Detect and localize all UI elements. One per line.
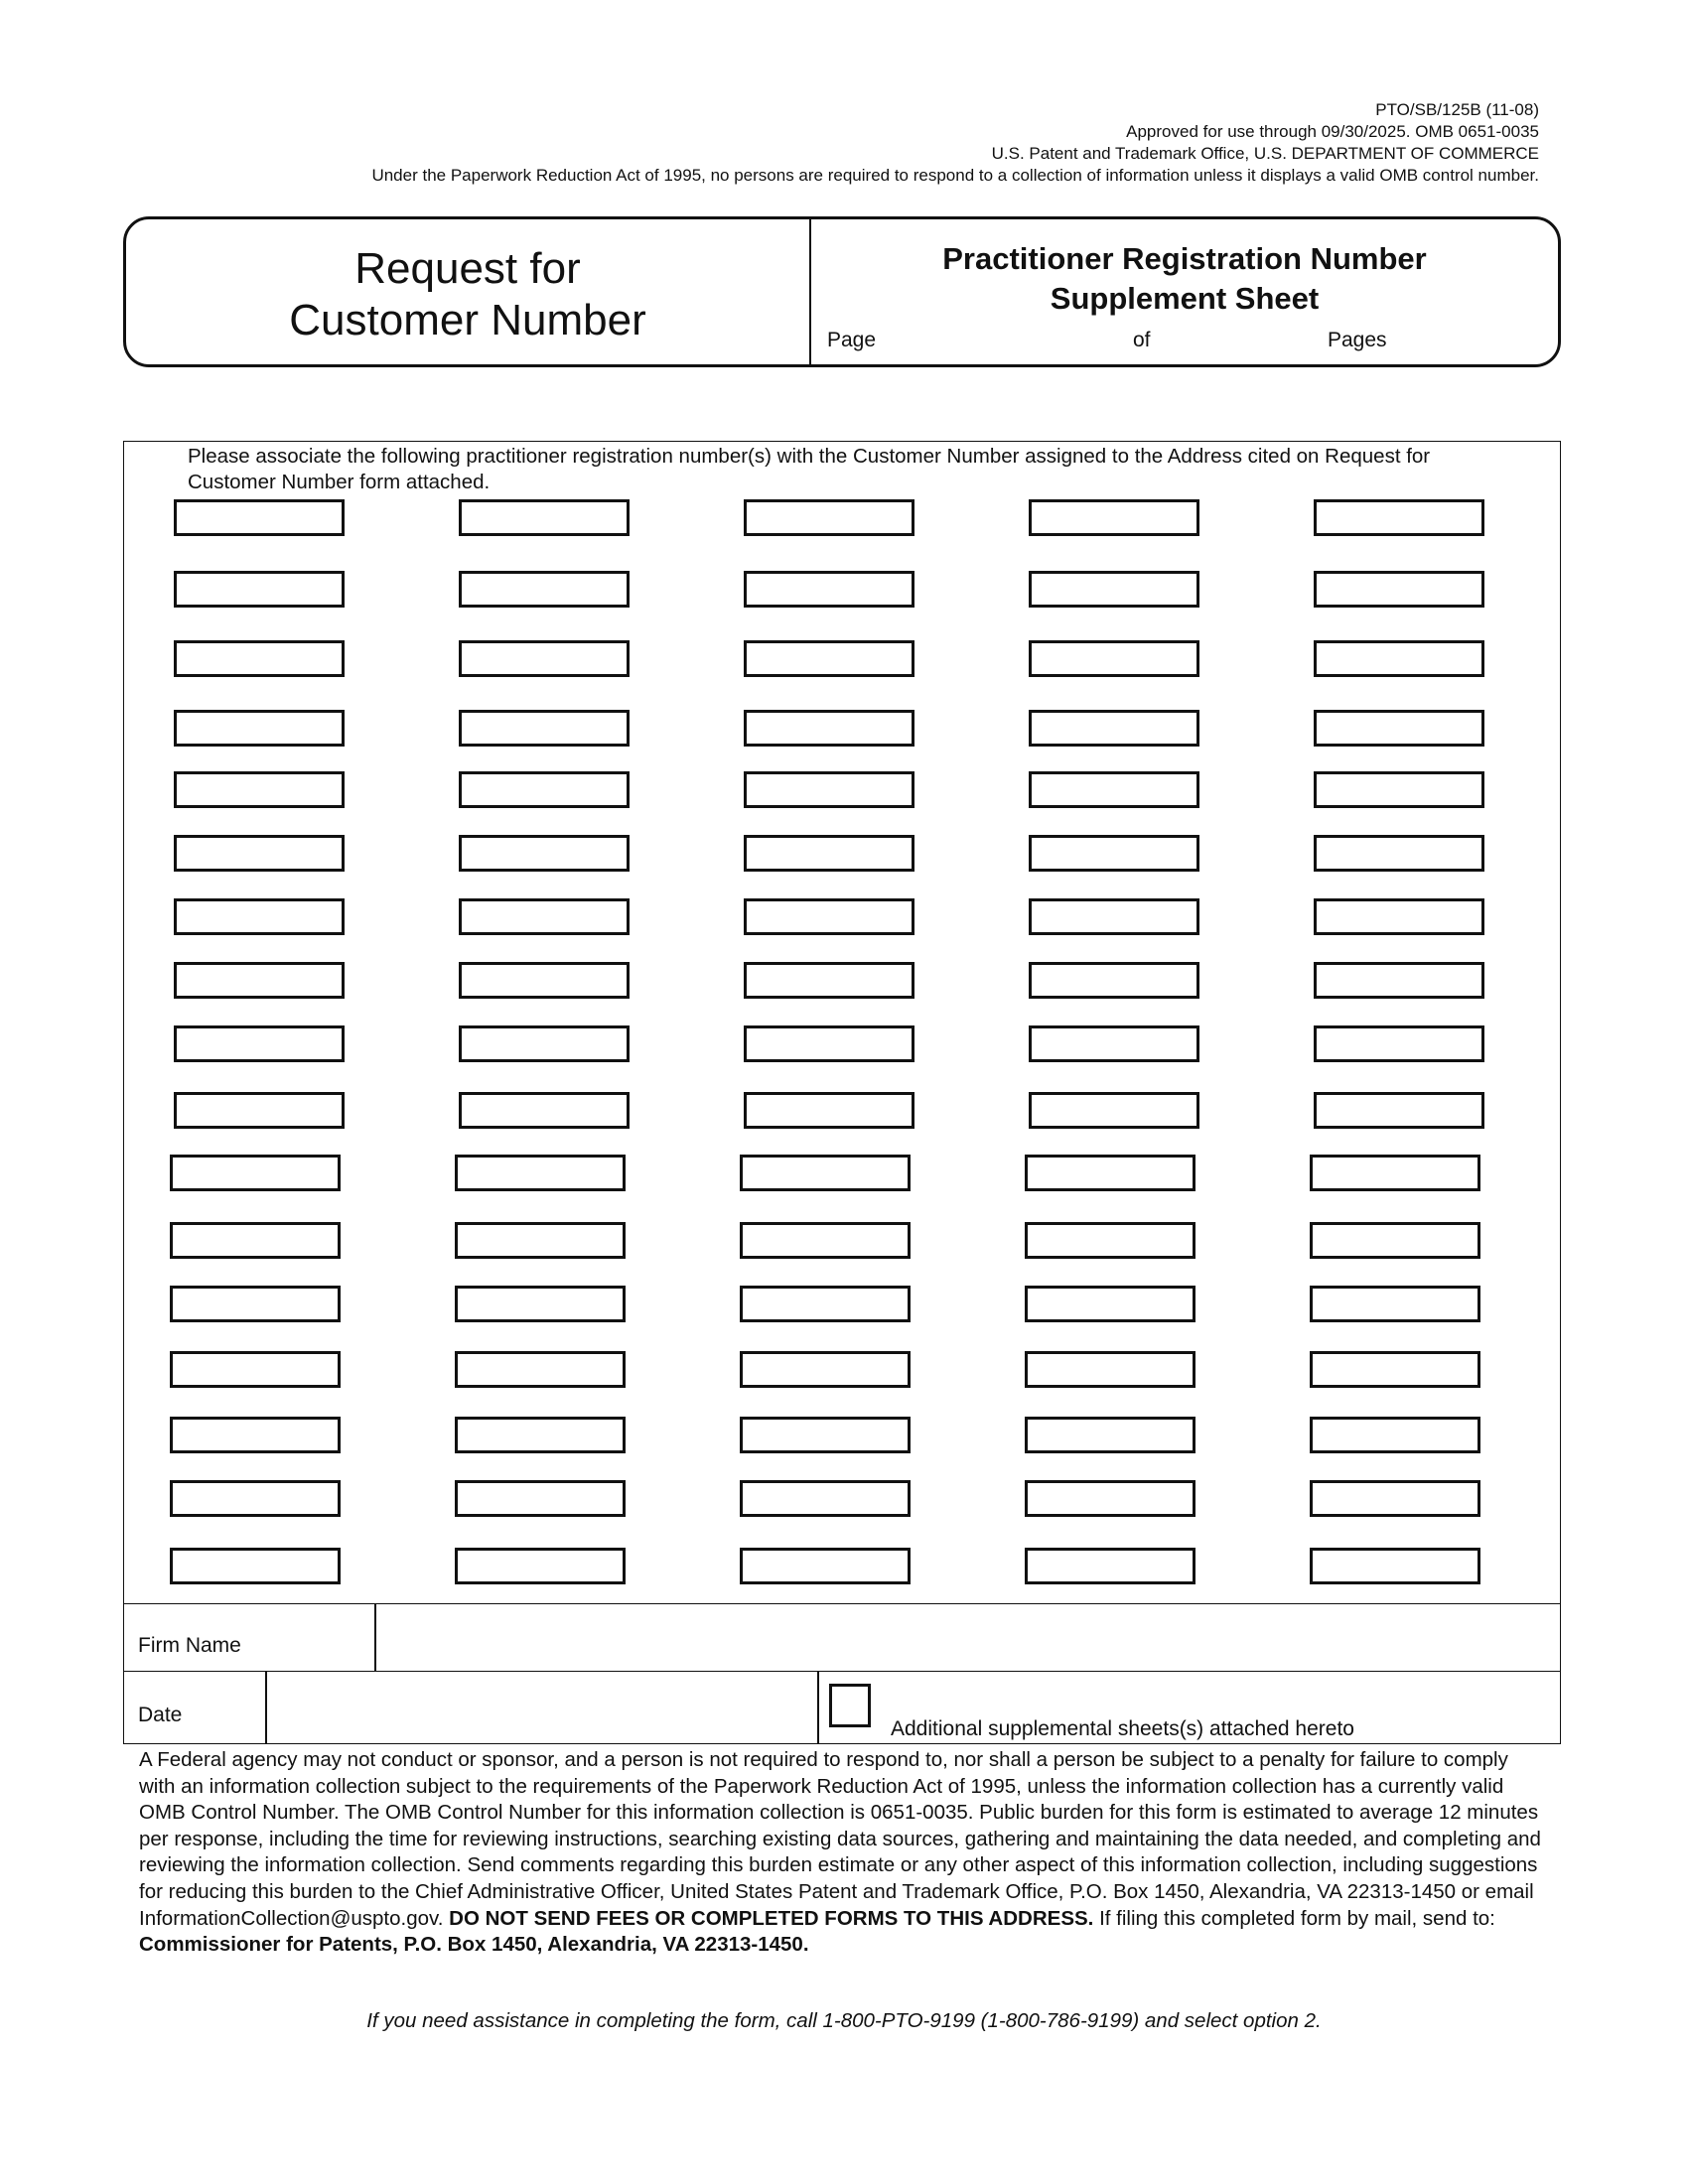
registration-number-field[interactable] bbox=[1314, 771, 1484, 808]
date-field[interactable] bbox=[267, 1672, 819, 1743]
registration-number-field[interactable] bbox=[1314, 499, 1484, 536]
registration-number-field[interactable] bbox=[459, 640, 630, 677]
registration-number-field[interactable] bbox=[1314, 640, 1484, 677]
page-label: Page bbox=[827, 329, 877, 351]
agency-line: U.S. Patent and Trademark Office, U.S. DEPARTMENT OF COMMERCE bbox=[991, 144, 1539, 163]
registration-number-field[interactable] bbox=[744, 499, 914, 536]
registration-number-field[interactable] bbox=[1310, 1548, 1480, 1584]
registration-section bbox=[123, 441, 1561, 1744]
registration-number-field[interactable] bbox=[1025, 1480, 1196, 1517]
form-title bbox=[126, 219, 811, 364]
registration-number-field[interactable] bbox=[744, 1025, 914, 1062]
registration-number-field[interactable] bbox=[1314, 1025, 1484, 1062]
date-label: Date bbox=[124, 1672, 267, 1743]
registration-number-field[interactable] bbox=[174, 499, 345, 536]
assistance-note: If you need assistance in completing the form, call 1-800-PTO-9199 (1-800-786-9199) and select option 2. bbox=[366, 2009, 1322, 2032]
registration-number-field[interactable] bbox=[174, 962, 345, 999]
registration-number-field[interactable] bbox=[170, 1480, 341, 1517]
registration-number-field[interactable] bbox=[1310, 1286, 1480, 1322]
registration-number-field[interactable] bbox=[174, 710, 345, 747]
registration-number-field[interactable] bbox=[1029, 571, 1199, 608]
registration-number-field[interactable] bbox=[1314, 571, 1484, 608]
registration-number-field[interactable] bbox=[174, 771, 345, 808]
registration-number-field[interactable] bbox=[459, 962, 630, 999]
registration-number-field[interactable] bbox=[744, 1092, 914, 1129]
registration-number-field[interactable] bbox=[1025, 1548, 1196, 1584]
registration-number-field[interactable] bbox=[455, 1480, 626, 1517]
registration-number-field[interactable] bbox=[1029, 640, 1199, 677]
registration-number-field[interactable] bbox=[1029, 499, 1199, 536]
registration-number-field[interactable] bbox=[459, 771, 630, 808]
registration-number-field[interactable] bbox=[740, 1417, 911, 1453]
registration-number-field[interactable] bbox=[1025, 1351, 1196, 1388]
form-header bbox=[149, 99, 1539, 187]
firm-name-row bbox=[124, 1603, 1560, 1671]
sheet-title bbox=[811, 219, 1558, 364]
registration-number-field[interactable] bbox=[170, 1286, 341, 1322]
registration-number-field[interactable] bbox=[459, 1092, 630, 1129]
registration-number-field[interactable] bbox=[1310, 1222, 1480, 1259]
registration-number-field[interactable] bbox=[1314, 1092, 1484, 1129]
registration-number-field[interactable] bbox=[744, 771, 914, 808]
registration-number-field[interactable] bbox=[174, 571, 345, 608]
pages-label: Pages bbox=[1328, 329, 1387, 351]
instruction-text: Please associate the following practitioner registration number(s) with the Customer Number assigned to the Address cited on Request for Customer Number form attached. bbox=[188, 445, 1431, 493]
registration-number-field[interactable] bbox=[1314, 835, 1484, 872]
registration-number-field[interactable] bbox=[1310, 1417, 1480, 1453]
supplemental-sheets-label: Additional supplemental sheets(s) attached hereto bbox=[891, 1717, 1354, 1740]
registration-number-field[interactable] bbox=[740, 1548, 911, 1584]
registration-number-field[interactable] bbox=[740, 1286, 911, 1322]
registration-number-field[interactable] bbox=[740, 1155, 911, 1191]
registration-number-field[interactable] bbox=[455, 1286, 626, 1322]
registration-number-field[interactable] bbox=[1314, 898, 1484, 935]
page-count-row bbox=[811, 329, 1558, 356]
registration-number-field[interactable] bbox=[744, 835, 914, 872]
registration-number-field[interactable] bbox=[459, 710, 630, 747]
registration-number-field[interactable] bbox=[170, 1417, 341, 1453]
sheet-title-line1: Practitioner Registration Number bbox=[942, 241, 1427, 276]
registration-number-field[interactable] bbox=[744, 962, 914, 999]
registration-number-field[interactable] bbox=[1025, 1417, 1196, 1453]
registration-number-field[interactable] bbox=[455, 1417, 626, 1453]
registration-grid bbox=[124, 442, 1560, 1603]
registration-number-field[interactable] bbox=[174, 1025, 345, 1062]
registration-number-field[interactable] bbox=[170, 1351, 341, 1388]
date-row bbox=[124, 1671, 1560, 1743]
registration-number-field[interactable] bbox=[1029, 835, 1199, 872]
registration-number-field[interactable] bbox=[459, 1025, 630, 1062]
paperwork-line: Under the Paperwork Reduction Act of 1995, no persons are required to respond to a collection of information unless it displays a valid OMB control number. bbox=[371, 166, 1539, 185]
of-label: of bbox=[1133, 329, 1151, 351]
form-id: PTO/SB/125B (11-08) bbox=[1375, 100, 1539, 119]
registration-number-field[interactable] bbox=[1025, 1286, 1196, 1322]
registration-number-field[interactable] bbox=[1025, 1222, 1196, 1259]
burden-warning: DO NOT SEND FEES OR COMPLETED FORMS TO THIS ADDRESS. bbox=[449, 1906, 1094, 1930]
form-title-line1: Request for bbox=[354, 244, 581, 293]
registration-number-field[interactable] bbox=[1314, 710, 1484, 747]
registration-number-field[interactable] bbox=[1310, 1155, 1480, 1191]
registration-number-field[interactable] bbox=[744, 571, 914, 608]
registration-number-field[interactable] bbox=[744, 898, 914, 935]
registration-number-field[interactable] bbox=[1029, 710, 1199, 747]
mailing-address: Commissioner for Patents, P.O. Box 1450, Alexandria, VA 22313-1450. bbox=[139, 1933, 809, 1957]
registration-number-field[interactable] bbox=[455, 1222, 626, 1259]
form-title-line2: Customer Number bbox=[289, 296, 646, 344]
registration-number-field[interactable] bbox=[1029, 771, 1199, 808]
registration-number-field[interactable] bbox=[1029, 1025, 1199, 1062]
approval-line: Approved for use through 09/30/2025. OMB 0651-0035 bbox=[1126, 122, 1539, 141]
registration-number-field[interactable] bbox=[174, 835, 345, 872]
registration-number-field[interactable] bbox=[740, 1222, 911, 1259]
firm-name-label: Firm Name bbox=[124, 1604, 376, 1671]
registration-number-field[interactable] bbox=[1310, 1351, 1480, 1388]
title-box bbox=[123, 216, 1561, 367]
registration-number-field[interactable] bbox=[170, 1155, 341, 1191]
registration-number-field[interactable] bbox=[174, 1092, 345, 1129]
burden-text: A Federal agency may not conduct or sponsor, and a person is not required to respond to, nor shall a person be subject to a penalty for failure to comply with an information collection subject to the requirements of the Paperwork Reduction Act of 1995, unless the information collection has a currently valid OMB Control Number. The OMB Control Number for this information collection is 0651-0035. Public burden for this form is estimated to average 12 minutes per response, including the time for reviewing instructions, searching existing data sources, gathering and maintaining the data needed, and completing and reviewing the information collection. Send comments regarding this burden estimate or any other aspect of this information collection, including suggestions for reducing this burden to the Chief Administrative Officer, United States Patent and Trademark Office, P.O. Box 1450, Alexandria, VA 22313-1450 or email InformationCollection@uspto.gov. bbox=[139, 1748, 1541, 1930]
burden-statement bbox=[139, 1747, 1549, 1959]
registration-number-field[interactable] bbox=[170, 1222, 341, 1259]
registration-number-field[interactable] bbox=[740, 1480, 911, 1517]
registration-number-field[interactable] bbox=[1029, 962, 1199, 999]
registration-number-field[interactable] bbox=[174, 640, 345, 677]
registration-number-field[interactable] bbox=[174, 898, 345, 935]
registration-number-field[interactable] bbox=[1029, 898, 1199, 935]
registration-number-field[interactable] bbox=[170, 1548, 341, 1584]
registration-number-field[interactable] bbox=[455, 1155, 626, 1191]
firm-name-field[interactable] bbox=[376, 1604, 1560, 1671]
registration-number-field[interactable] bbox=[459, 898, 630, 935]
registration-number-field[interactable] bbox=[1314, 962, 1484, 999]
sheet-title-line2: Supplement Sheet bbox=[1050, 281, 1320, 316]
registration-number-field[interactable] bbox=[455, 1351, 626, 1388]
burden-mail-text: If filing this completed form by mail, send to: bbox=[1099, 1906, 1495, 1930]
registration-number-field[interactable] bbox=[459, 499, 630, 536]
registration-number-field[interactable] bbox=[740, 1351, 911, 1388]
registration-number-field[interactable] bbox=[459, 835, 630, 872]
registration-number-field[interactable] bbox=[455, 1548, 626, 1584]
registration-number-field[interactable] bbox=[1029, 1092, 1199, 1129]
registration-number-field[interactable] bbox=[1310, 1480, 1480, 1517]
supplemental-sheets-checkbox[interactable] bbox=[829, 1684, 871, 1727]
registration-number-field[interactable] bbox=[744, 640, 914, 677]
registration-number-field[interactable] bbox=[744, 710, 914, 747]
registration-number-field[interactable] bbox=[1025, 1155, 1196, 1191]
registration-number-field[interactable] bbox=[459, 571, 630, 608]
